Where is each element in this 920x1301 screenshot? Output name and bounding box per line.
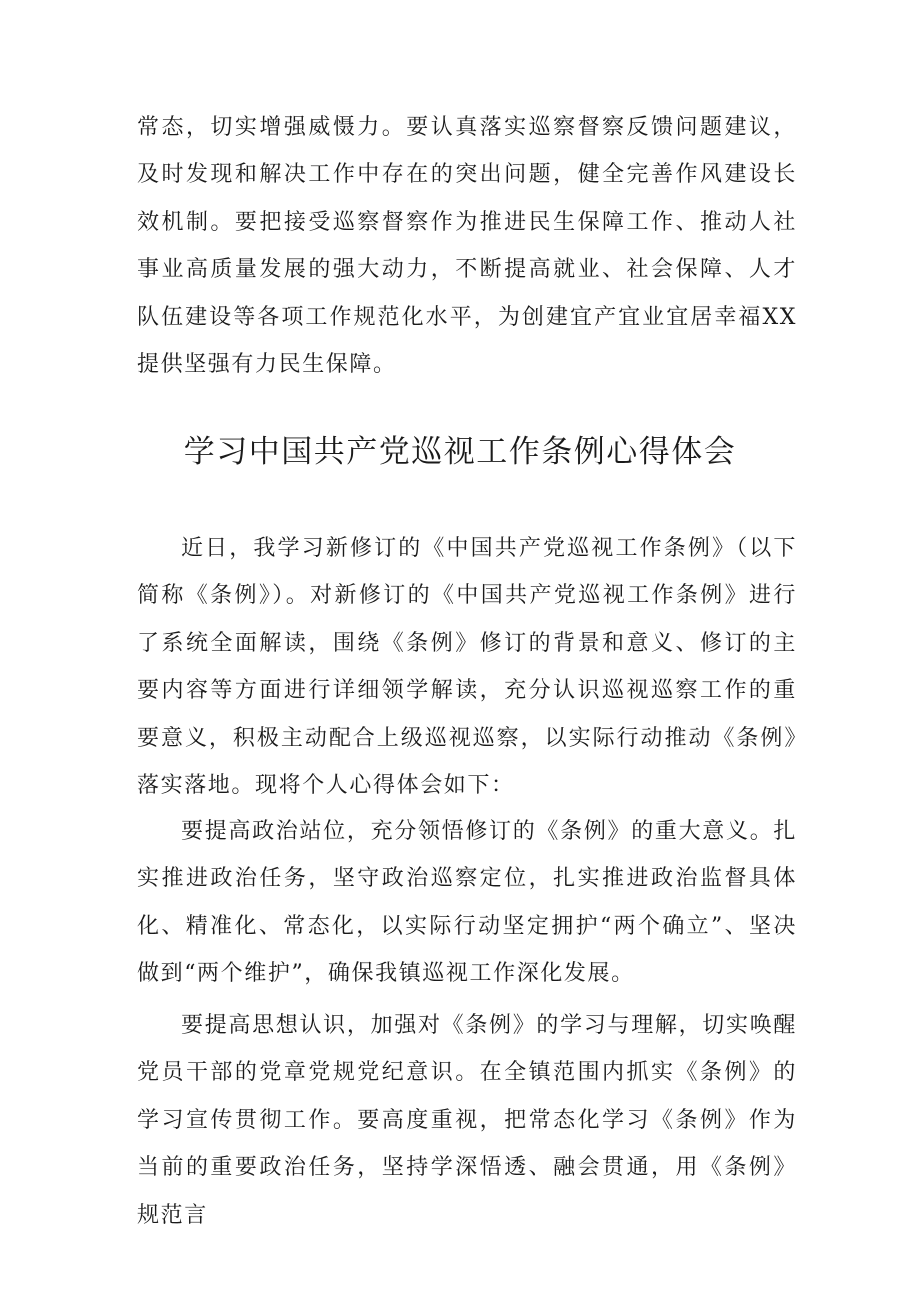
ideological-awareness-paragraph: 要提高思想认识，加强对《条例》的学习与理解，切实唤醒党员干部的党章党规党纪意识。在全镇范围内抓实《条例》的学习宣传贯彻工作。要高度重视，把常态化学习《条例》作为当前的重要政治任务，坚持学深悟透、融会贯通，用《条例》规范言 [137, 1013, 797, 1228]
continuation-paragraph: 常态，切实增强威慑力。要认真落实巡察督察反馈问题建议，及时发现和解决工作中存在的突出问题，健全完善作风建设长效机制。要把接受巡察督察作为推进民生保障工作、推动人社事业高质量发展的强大动力，不断提高就业、社会保障、人才队伍建设等各项工作规范化水平，为创建宜产宜业宜居幸福XX提供坚强有力民生保障。 [137, 115, 797, 378]
political-stance-paragraph: 要提高政治站位，充分领悟修订的《条例》的重大意义。扎实推进政治任务，坚守政治巡察定位，扎实推进政治监督具体化、精准化、常态化，以实际行动坚定拥护“两个确立”、坚决做到“两个维护”，确保我镇巡视工作深化发展。 [137, 819, 797, 987]
intro-paragraph: 近日，我学习新修订的《中国共产党巡视工作条例》（以下简称《条例》）。对新修订的《中国共产党巡视工作条例》进行了系统全面解读，围绕《条例》修订的背景和意义、修订的主要内容等方面进行详细领学解读，充分认识巡视巡察工作的重要意义，积极主动配合上级巡视巡察，以实际行动推动《条例》落实落地。现将个人心得体会如下： [137, 536, 797, 799]
article-title: 学习中国共产党巡视工作条例心得体会 [183, 434, 737, 470]
